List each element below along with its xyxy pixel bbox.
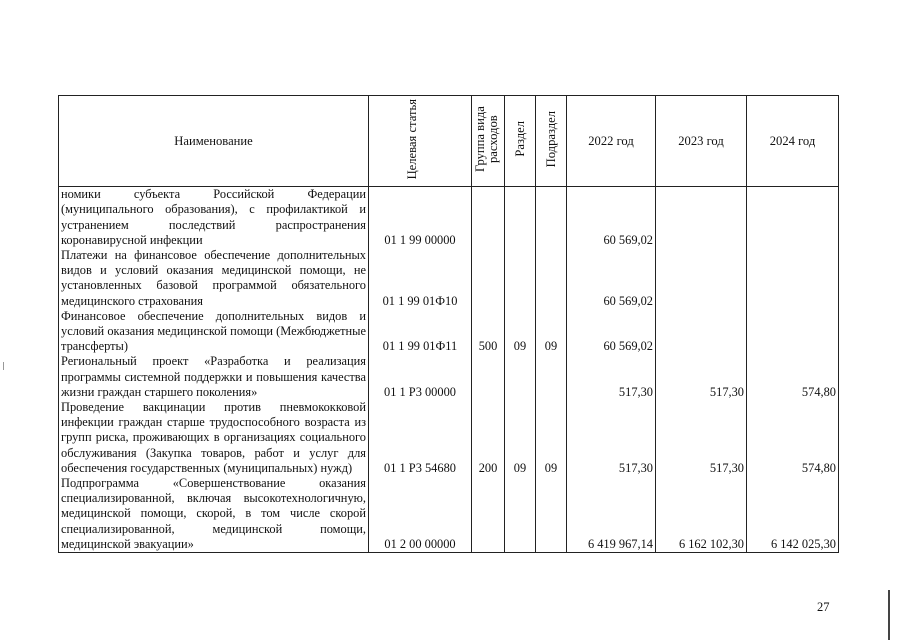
row-target-article: 01 1 P3 54680 [369,400,472,476]
row-subsection [536,476,567,553]
row-target-article: 01 1 99 00000 [369,187,472,248]
row-amount-2022: 60 569,02 [567,187,656,248]
row-amount-2024: 6 142 025,30 [747,476,839,553]
row-expense-group [472,248,505,309]
row-subsection: 09 [536,400,567,476]
header-target-article: Целевая статья [369,96,472,187]
row-amount-2024 [747,187,839,248]
row-name: Платежи на финансовое обеспечение дополнительных видов и условий оказания медицинской помощи, не установленных базовой программой обязательного медицинского страхования [59,248,369,309]
row-amount-2023: 517,30 [656,354,747,400]
row-expense-group [472,187,505,248]
row-amount-2023 [656,309,747,355]
row-subsection: 09 [536,309,567,355]
row-name: Проведение вакцинации против пневмококковой инфекции граждан старше трудоспособного возраста из групп риска, проживающих в организациях социального обслуживания (Закупка товаров, работ и услуг для обеспечения государственных (муниципальных) нужд) [59,400,369,476]
row-target-article: 01 1 99 01Ф10 [369,248,472,309]
row-subsection [536,354,567,400]
row-section: 09 [505,400,536,476]
row-section [505,187,536,248]
row-name: Подпрограмма «Совершенствование оказания специализированной, включая высокотехнологичную, медицинской помощи, скорой, в том числе скорой специализированной, медицинской помощи, медицинской эвакуации» [59,476,369,553]
row-name: Региональный проект «Разработка и реализация программы системной поддержки и повышения качества жизни граждан старшего поколения» [59,354,369,400]
row-expense-group [472,476,505,553]
row-amount-2022: 60 569,02 [567,248,656,309]
row-expense-group: 200 [472,400,505,476]
header-year-2022: 2022 год [567,96,656,187]
header-year-2024: 2024 год [747,96,839,187]
table-row [59,248,839,309]
row-expense-group: 500 [472,309,505,355]
row-target-article: 01 1 P3 00000 [369,354,472,400]
row-target-article: 01 1 99 01Ф11 [369,309,472,355]
row-amount-2024 [747,309,839,355]
row-subsection [536,187,567,248]
page-number: 27 [817,600,830,614]
row-section: 09 [505,309,536,355]
table-row [59,354,839,400]
row-section [505,476,536,553]
row-expense-group [472,354,505,400]
row-amount-2022: 517,30 [567,354,656,400]
header-year-2023: 2023 год [656,96,747,187]
table-row [59,400,839,476]
table-row [59,476,839,553]
row-section [505,354,536,400]
row-amount-2023 [656,248,747,309]
table-row [59,187,839,248]
row-amount-2023: 6 162 102,30 [656,476,747,553]
table-header-row [59,96,839,187]
table-row [59,309,839,355]
header-name: Наименование [59,96,369,187]
row-amount-2024 [747,248,839,309]
row-target-article: 01 2 00 00000 [369,476,472,553]
header-subsection: Подраздел [536,96,567,187]
scan-edge-line [888,590,890,640]
header-expense-group: Группа вида расходов [472,96,505,187]
row-name: Финансовое обеспечение дополнительных видов и условий оказания медицинской помощи (Межбюджетные трансферты) [59,309,369,355]
row-amount-2024: 574,80 [747,354,839,400]
row-amount-2023: 517,30 [656,400,747,476]
row-name: номики субъекта Российской Федерации (муниципального образования), с профилактикой и устранением последствий распространения коронавирусной инфекции [59,187,369,248]
row-section [505,248,536,309]
row-amount-2022: 60 569,02 [567,309,656,355]
scan-margin-mark [3,362,4,370]
budget-table [58,95,839,553]
row-amount-2022: 517,30 [567,400,656,476]
row-amount-2023 [656,187,747,248]
row-amount-2024: 574,80 [747,400,839,476]
header-section: Раздел [505,96,536,187]
row-subsection [536,248,567,309]
row-amount-2022: 6 419 967,14 [567,476,656,553]
